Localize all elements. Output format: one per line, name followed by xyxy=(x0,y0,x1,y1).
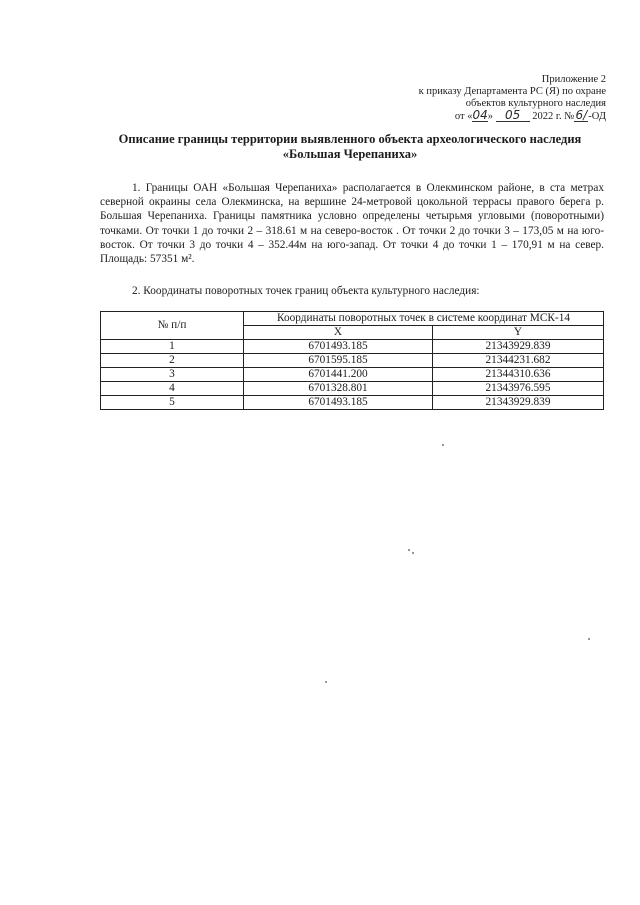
title-line-2: «Большая Черепаниха» xyxy=(282,147,418,161)
appendix-line-2: к приказу Департамента РС (Я) по охране xyxy=(418,86,606,97)
row-x: 6701441.200 xyxy=(244,368,433,382)
header-x: X xyxy=(244,326,433,340)
order-suffix: -ОД xyxy=(588,111,606,122)
table-row xyxy=(101,354,604,368)
table-row xyxy=(101,368,604,382)
handwritten-order-number: 6/ xyxy=(575,108,588,122)
date-prefix: от « xyxy=(454,111,473,122)
scan-speck xyxy=(412,552,414,554)
row-number: 4 xyxy=(101,382,244,396)
row-number: 5 xyxy=(101,396,244,410)
row-x: 6701328.801 xyxy=(244,382,433,396)
row-number: 2 xyxy=(101,354,244,368)
scan-speck xyxy=(408,549,410,551)
appendix-line-3: объектов культурного наследия xyxy=(465,98,606,109)
row-y: 21344310.636 xyxy=(433,368,604,382)
header-coordinates: Координаты поворотных точек в системе координат МСК-14 xyxy=(244,312,604,326)
coordinates-intro xyxy=(100,284,604,298)
row-y: 21343929.839 xyxy=(433,396,604,410)
scan-speck xyxy=(442,444,444,446)
scan-speck xyxy=(588,638,590,640)
document-title xyxy=(90,132,610,162)
table-row xyxy=(101,340,604,354)
title-line-1: Описание границы территории выявленного объекта археологического наследия xyxy=(118,132,582,146)
row-x: 6701493.185 xyxy=(244,396,433,410)
table-header-row xyxy=(101,312,604,326)
handwritten-month: 05 xyxy=(496,110,530,122)
row-y: 21343976.595 xyxy=(433,382,604,396)
scan-speck xyxy=(325,681,327,683)
row-y: 21343929.839 xyxy=(433,340,604,354)
handwritten-day: 04 xyxy=(472,108,488,122)
paragraph-1: 1. Границы ОАН «Большая Черепаниха» располагается в Олекминском районе, в ста метрах северной окраины села Олекминска, на вершине 24-метровой цокольной террасы правого берега р. Большая Черепаниха. Границы памятника условно определены четырьмя угловыми (поворотными) точками. От точки 1 до точки 2 – 318.61 м на северо-восток . От точки 2 до точки 3 – 173,05 м на юго-восток. От точки 3 до точки 4 – 352.44м на юго-запад. От точки 4 до точки 1 – 170,91 м на север. Площадь: 57351 м². xyxy=(100,182,604,266)
header-number: № п/п xyxy=(101,312,244,340)
date-mid: » xyxy=(487,111,496,122)
appendix-date-line xyxy=(346,110,606,123)
row-number: 3 xyxy=(101,368,244,382)
appendix-line-1: Приложение 2 xyxy=(541,74,606,85)
boundary-description xyxy=(100,181,604,266)
table-row xyxy=(101,382,604,396)
row-x: 6701493.185 xyxy=(244,340,433,354)
coordinates-table xyxy=(100,311,604,410)
paragraph-2: 2. Координаты поворотных точек границ объекта культурного наследия: xyxy=(132,285,480,297)
row-y: 21344231.682 xyxy=(433,354,604,368)
row-x: 6701595.185 xyxy=(244,354,433,368)
table-row xyxy=(101,396,604,410)
appendix-header xyxy=(346,74,606,123)
date-year: 2022 г. № xyxy=(529,111,575,122)
header-y: Y xyxy=(433,326,604,340)
row-number: 1 xyxy=(101,340,244,354)
